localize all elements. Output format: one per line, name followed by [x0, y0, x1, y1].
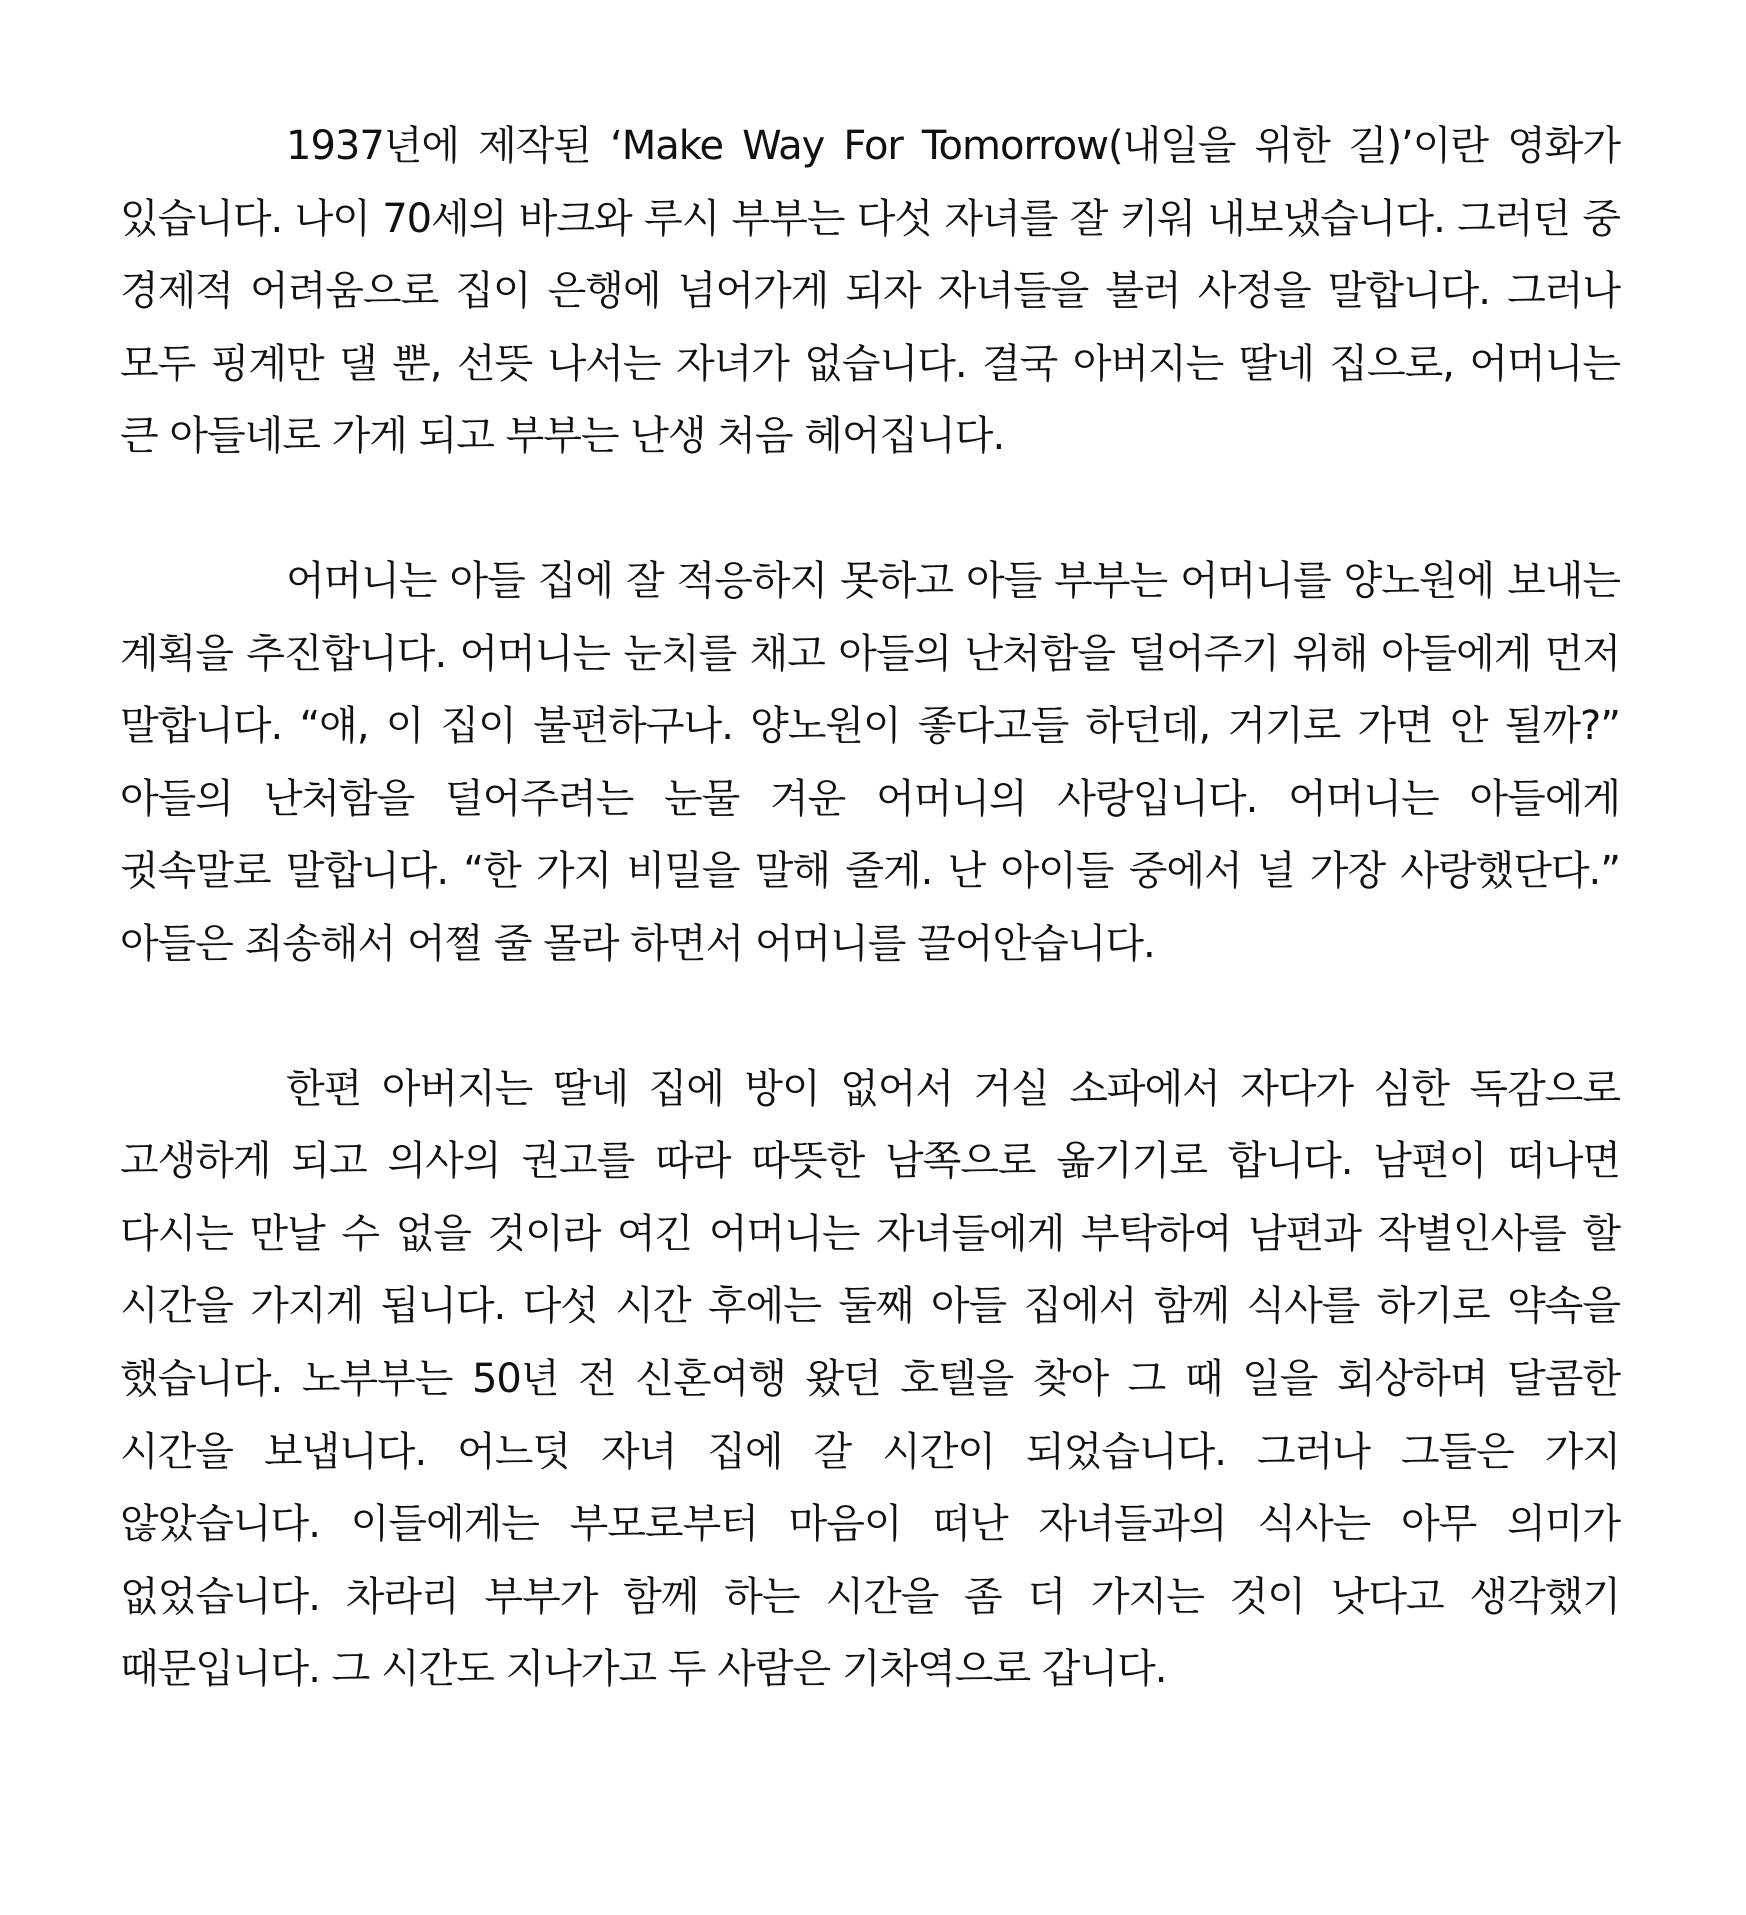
paragraph-1: 1937년에 제작된 ‘Make Way For Tomorrow(내일을 위한 길)’이란 영화가 있습니다. 나이 70세의 바크와 루시 부부는 다섯 자녀를 잘 키워 내보냈습니다. 그러던 중 경제적 어려움으로 집이 은행에 넘어가게 되자 자녀들을 불러 사정을 말합니다. 그러나 모두 핑계만 댈 뿐, 선뜻 나서는 자녀가 없습니다. 결국 아버지는 딸네 집으로, 어머니는 큰 아들네로 가게 되고 부부는 난생 처음 헤어집니다.	[120, 123, 1620, 460]
paragraph-2: 어머니는 아들 집에 잘 적응하지 못하고 아들 부부는 어머니를 양노원에 보내는 계획을 추진합니다. 어머니는 눈치를 채고 아들의 난처함을 덜어주기 위해 아들에게 먼저 말합니다. “얘, 이 집이 불편하구나. 양노원이 좋다고들 하던데, 거기로 가면 안 될까?” 아들의 난처함을 덜어주려는 눈물 겨운 어머니의 사랑입니다. 어머니는 아들에게 귓속말로 말합니다. “한 가지 비밀을 말해 줄게. 난 아이들 중에서 널 가장 사랑했단다.” 아들은 죄송해서 어쩔 줄 몰라 하면서 어머니를 끌어안습니다.	[120, 557, 1620, 967]
document-body	[120, 110, 1620, 1706]
paragraph-3: 한편 아버지는 딸네 집에 방이 없어서 거실 소파에서 자다가 심한 독감으로 고생하게 되고 의사의 권고를 따라 따뜻한 남쪽으로 옮기기로 합니다. 남편이 떠나면 다시는 만날 수 없을 것이라 여긴 어머니는 자녀들에게 부탁하여 남편과 작별인사를 할 시간을 가지게 됩니다. 다섯 시간 후에는 둘째 아들 집에서 함께 식사를 하기로 약속을 했습니다. 노부부는 50년 전 신혼여행 왔던 호텔을 찾아 그 때 일을 회상하며 달콤한 시간을 보냅니다. 어느덧 자녀 집에 갈 시간이 되었습니다. 그러나 그들은 가지 않았습니다. 이들에게는 부모로부터 마음이 떠난 자녀들과의 식사는 아무 의미가 없었습니다. 차라리 부부가 함께 하는 시간을 좀 더 가지는 것이 낫다고 생각했기 때문입니다. 그 시간도 지나가고 두 사람은 기차역으로 갑니다.	[120, 1065, 1620, 1693]
